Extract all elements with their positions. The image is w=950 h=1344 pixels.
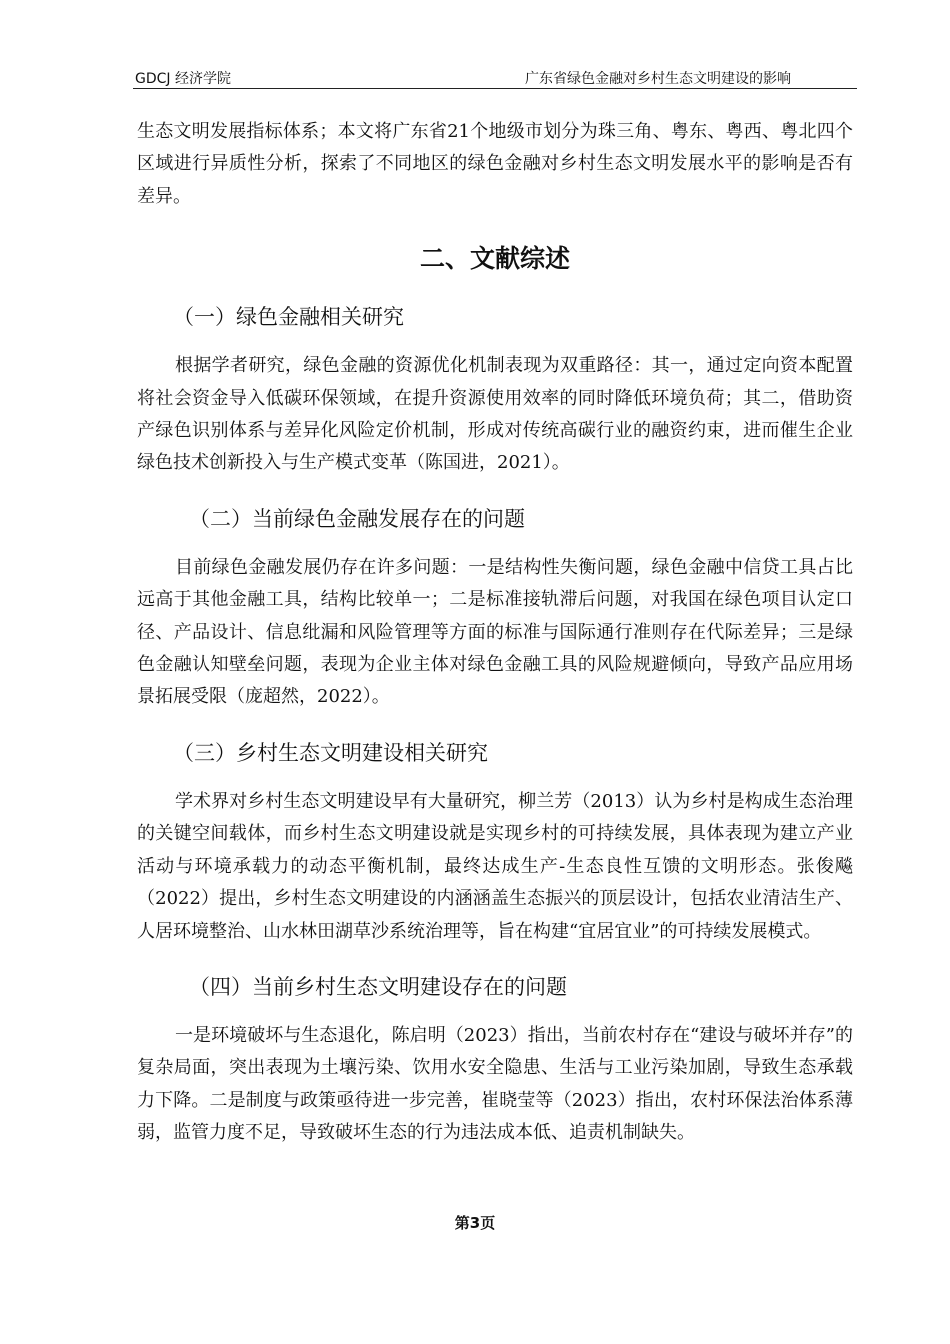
subsection-paragraph-3: 学术界对乡村生态文明建设早有大量研究，柳兰芳（2013）认为乡村是构成生态治理的关键空间载体，而乡村生态文明建设就是实现乡村的可持续发展，具体表现为建立产业活动与环境承载力的动态平衡机制，最终达成生产-生态良性互馈的文明形态。张俊飚（2022）提出，乡村生态文明建设的内涵涵盖生态振兴的顶层设计，包括农业清洁生产、人居环境整治、山水林田湖草沙系统治理等，旨在构建“宜居宜业”的可持续发展模式。 bbox=[137, 790, 853, 942]
subsection-title-1: （一）绿色金融相关研究 bbox=[173, 305, 404, 330]
subsection-paragraph-2: 目前绿色金融发展仍存在许多问题：一是结构性失衡问题，绿色金融中信贷工具占比远高于其他金融工具，结构比较单一；二是标准接轨滞后问题，对我国在绿色项目认定口径、产品设计、信息纰漏和风险管理等方面的标准与国际通行准则存在代际差异；三是绿色金融认知壁垒问题，表现为企业主体对绿色金融工具的风险规避倾向，导致产品应用场景拓展受限（庞超然，2022）。 bbox=[137, 556, 853, 708]
header-institution: GDCJ 经济学院 bbox=[135, 71, 231, 87]
page-number: 第3页 bbox=[454, 1214, 496, 1232]
page-body bbox=[137, 116, 853, 1150]
page-header bbox=[133, 66, 857, 89]
subsection-title-4: （四）当前乡村生态文明建设存在的问题 bbox=[189, 974, 567, 999]
intro-paragraph: 生态文明发展指标体系；本文将广东省21个地级市划分为珠三角、粤东、粤西、粤北四个区域进行异质性分析，探索了不同地区的绿色金融对乡村生态文明发展水平的影响是否有差异。 bbox=[137, 121, 853, 207]
section-title: 二、文献综述 bbox=[419, 244, 570, 274]
subsection-paragraph-1: 根据学者研究，绿色金融的资源优化机制表现为双重路径：其一，通过定向资本配置将社会资金导入低碳环保领域，在提升资源使用效率的同时降低环境负荷；其二，借助资产绿色识别体系与差异化风险定价机制，形成对传统高碳行业的融资约束，进而催生企业绿色技术创新投入与生产模式变革（陈国进，2021）。 bbox=[137, 355, 853, 474]
subsection-title-2: （二）当前绿色金融发展存在的问题 bbox=[189, 506, 525, 531]
subsection-paragraph-4: 一是环境破坏与生态退化，陈启明（2023）指出，当前农村存在“建设与破坏并存”的复杂局面，突出表现为土壤污染、饮用水安全隐患、生活与工业污染加剧，导致生态承载力下降。二是制度与政策亟待进一步完善，崔晓莹等（2023）指出，农村环保法治体系薄弱，监管力度不足，导致破坏生态的行为违法成本低、追责机制缺失。 bbox=[137, 1024, 853, 1144]
subsection-title-3: （三）乡村生态文明建设相关研究 bbox=[173, 740, 488, 765]
header-paper-title: 广东省绿色金融对乡村生态文明建设的影响 bbox=[525, 71, 791, 87]
